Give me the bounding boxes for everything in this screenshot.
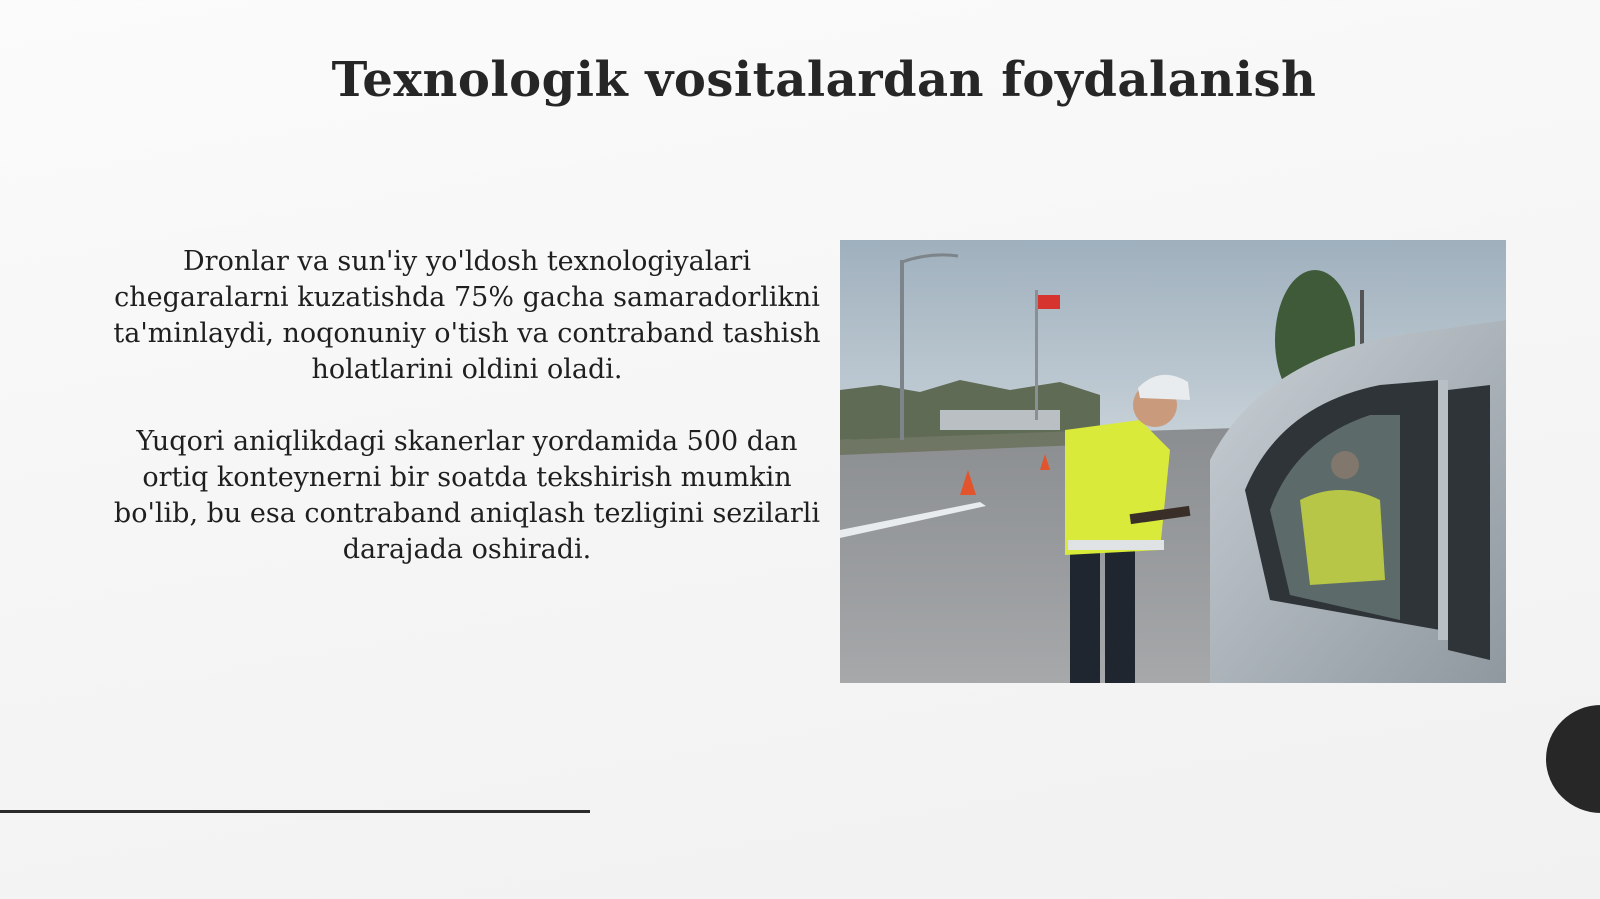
body-text (112, 244, 822, 604)
divider-line (0, 810, 590, 813)
slide-title: Texnologik vositalardan foydalanish (331, 52, 1317, 108)
paragraph-scanners: Yuqori aniqlikdagi skanerlar yordamida 500 dan ortiq konteynerni bir soatda tekshirish mumkin bo'lib, bu esa contraband aniqlash tezligini sezilarli darajada oshiradi. (113, 426, 821, 565)
paragraph-drones: Dronlar va sun'iy yo'ldosh texnologiyalari chegaralarni kuzatishda 75% gacha samaradorlikni ta'minlaydi, noqonuniy o'tish va contraband tashish holatlarini oldini oladi. (113, 246, 821, 385)
decorative-circle (1546, 705, 1600, 813)
traffic-officer-photo (840, 240, 1506, 683)
